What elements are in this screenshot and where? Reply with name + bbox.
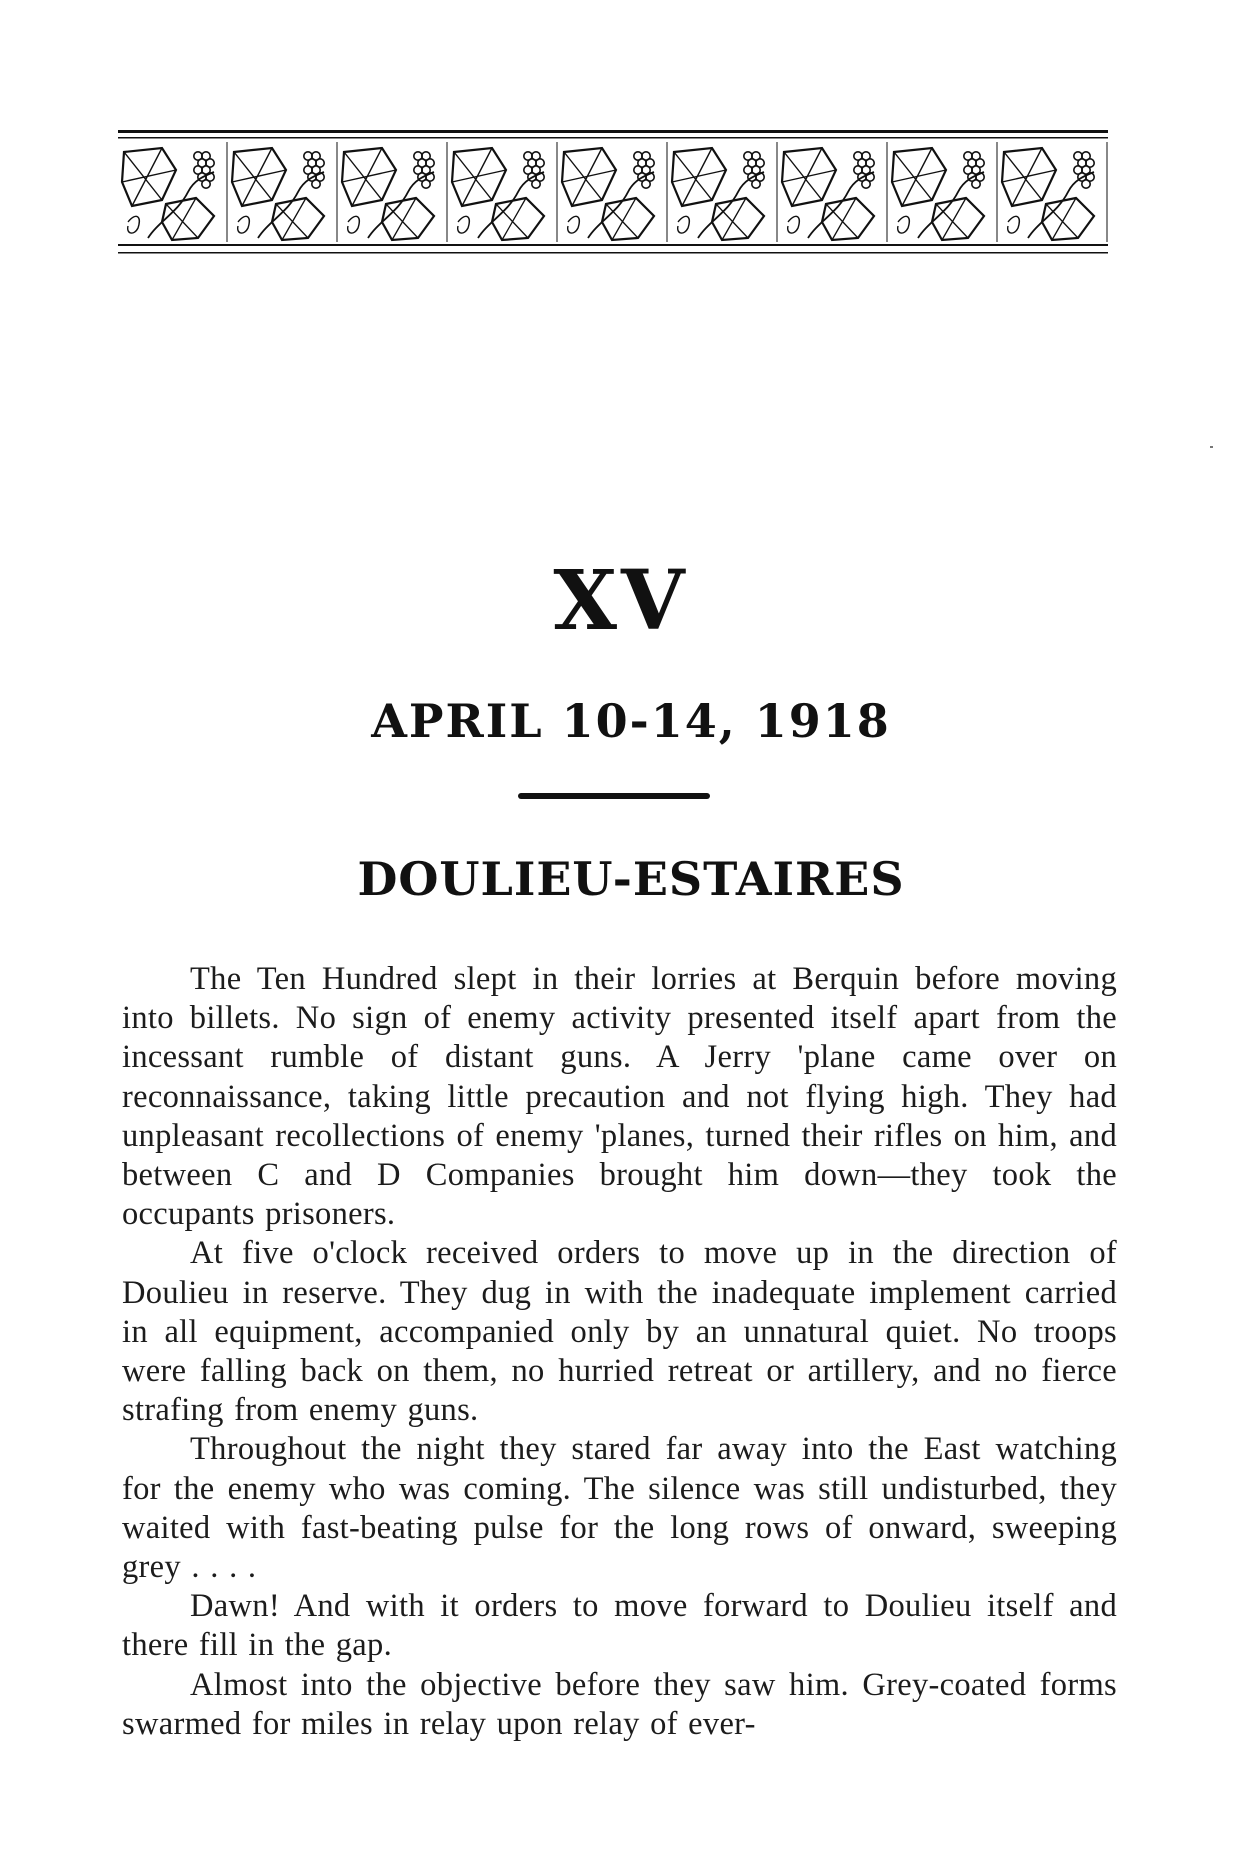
decorative-rule (518, 793, 710, 799)
paragraph: Throughout the night they stared far away into the East watching for the enemy who was coming. The silence was still undisturbed, they waited with fast-beating pulse for the long rows of onward, sweeping grey . . . . (122, 1431, 1117, 1586)
print-speck (1210, 446, 1213, 448)
ornamental-header-band (118, 128, 1108, 268)
paragraph: Almost into the objective before they saw him. Grey-coated forms swarmed for miles in relay upon relay of ever- (122, 1666, 1117, 1742)
paragraph: The Ten Hundred slept in their lorries at Berquin before moving into billets. No sign of enemy activity presented itself apart from the incessant rumble of distant guns. A Jerry 'plane came over on reconnaissance, taking little precaution and not flying high. They had unpleasant recollections of enemy 'planes, turned their rifles on him, and between C and D Companies brought him down—they took the occupants prisoners. (122, 961, 1117, 1233)
body-text (122, 960, 1117, 1744)
paragraph: At five o'clock received orders to move up in the direction of Doulieu in reserve. They dug in with the inadequate implement carried in all equipment, accompanied only by an unnatural quiet. No troops were falling back on them, no hurried retreat or artillery, and no fierce strafing from enemy guns. (122, 1235, 1117, 1429)
chapter-title: DOULIEU-ESTAIRES (357, 852, 905, 906)
chapter-number: XV (553, 553, 689, 649)
paragraph: Dawn! And with it orders to move forward to Doulieu itself and there fill in the gap. (122, 1588, 1117, 1664)
chapter-date: APRIL 10-14, 1918 (371, 694, 891, 748)
vine-leaf-ornament (118, 128, 1108, 268)
